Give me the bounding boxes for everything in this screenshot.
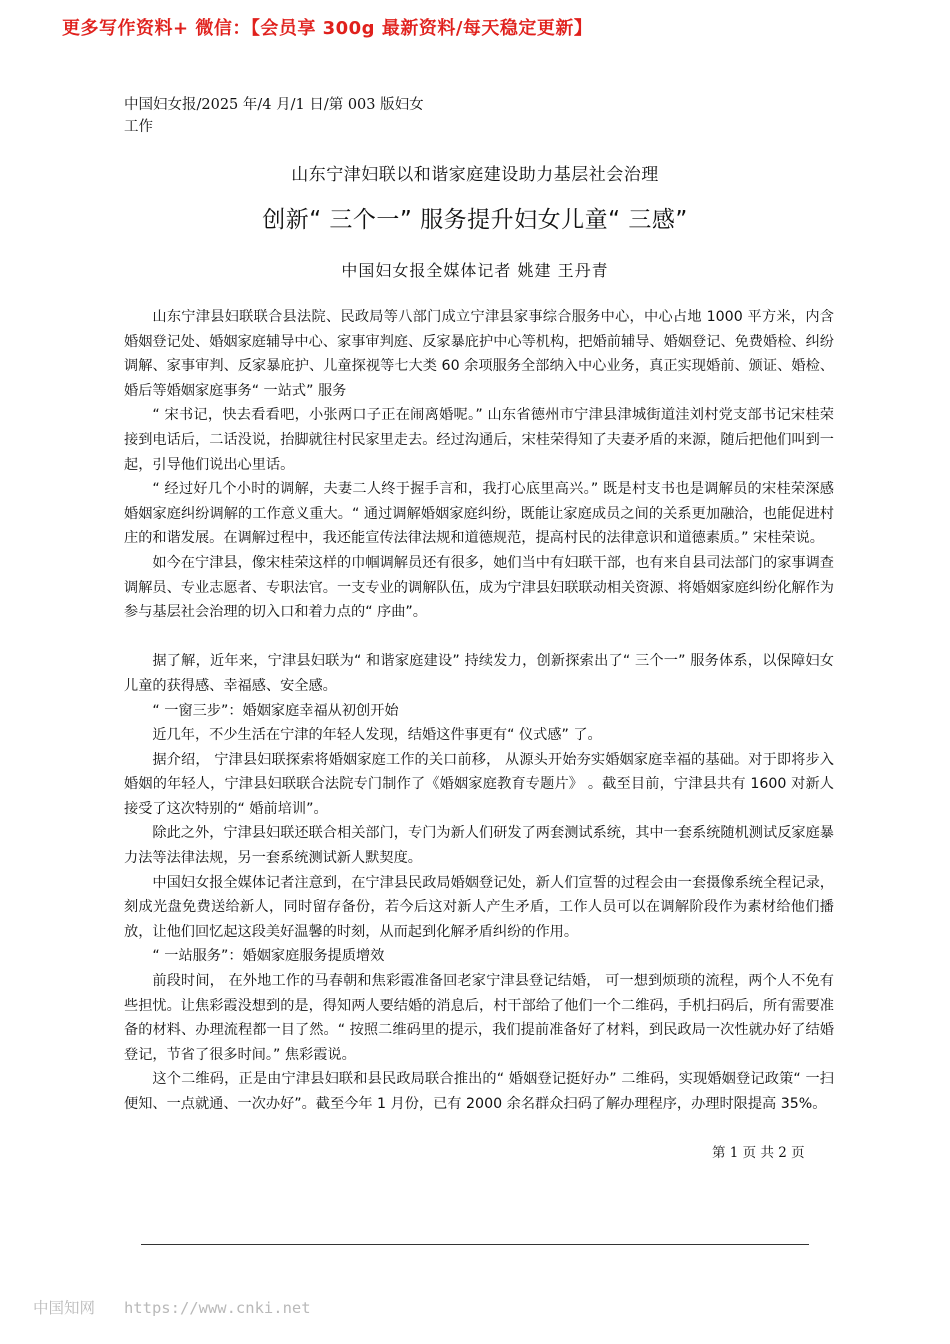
- article-headline: 创新“ 三个一” 服务提升妇女儿童“ 三感”: [262, 207, 688, 233]
- paragraph: 如今在宁津县，像宋桂荣这样的巾帼调解员还有很多，她们当中有妇联干部，也有来自县司法部门的家事调查调解员、专业志愿者、专职法官。一支专业的调解队伍，成为宁津县妇联联动相关资源、将婚姻家庭纠纷化解作为参与基层社会治理的切入口和着力点的“ 序曲”。: [124, 554, 834, 621]
- paragraph: 近几年，不少生活在宁津的年轻人发现，结婚这件事更有“ 仪式感” 了。: [152, 727, 602, 744]
- article-body: [124, 305, 834, 1117]
- paragraph: 前段时间， 在外地工作的马春朝和焦彩霞准备回老家宁津县登记结婚， 可一想到烦琐的流程，两个人不免有些担忧。让焦彩霞没想到的是，得知两人要结婚的消息后，村干部给了他们一个二维码，手机扫码后，所有需要准备的材料、办理流程都一目了然。“ 按照二维码里的提示，我们提前准备好了材料，到民政局一次性就办好了结婚登记，节省了很多时间。” 焦彩霞说。: [124, 973, 834, 1063]
- page-number: 第 1 页 共 2 页: [712, 1145, 805, 1161]
- promo-banner: 更多写作资料+ 微信：【会员享 300g 最新资料/每天稳定更新】: [62, 18, 593, 39]
- paragraph: “ 经过好几个小时的调解，夫妻二人终于握手言和，我打心底里高兴。” 既是村支书也是调解员的宋桂荣深感婚姻家庭纠纷调解的工作意义重大。“ 通过调解婚姻家庭纠纷，既能让家庭成员之间的关系更加融洽，也能促进村庄的和谐发展。在调解过程中，我还能宣传法律法规和道德规范，提高村民的法律意识和道德素质。” 宋桂荣说。: [124, 481, 834, 547]
- paragraph: 据介绍， 宁津县妇联探索将婚姻家庭工作的关口前移， 从源头开始夯实婚姻家庭幸福的基础。对于即将步入婚姻的年轻人，宁津县妇联联合法院专门制作了《婚姻家庭教育专题片》 。截至目前，宁津县共有 1600 对新人接受了这次特别的“ 婚前培训”。: [124, 751, 834, 817]
- paragraph: 据了解，近年来，宁津县妇联为“ 和谐家庭建设” 持续发力，创新探索出了“ 三个一” 服务体系，以保障妇女儿童的获得感、幸福感、安全感。: [124, 653, 834, 694]
- article-subtitle: 山东宁津妇联以和谐家庭建设助力基层社会治理: [291, 165, 659, 185]
- watermark-url: https://www.cnki.net: [123, 1299, 311, 1317]
- article-byline: 中国妇女报全媒体记者 姚建 王丹青: [341, 261, 609, 280]
- paragraph: “ 宋书记，快去看看吧，小张两口子正在闹离婚呢。” 山东省德州市宁津县津城街道洼刘村党支部书记宋桂荣接到电话后，二话没说，抬脚就往村民家里走去。经过沟通后，宋桂荣得知了夫妻矛盾的来源，随后把他们叫到一起，引导他们说出心里话。: [124, 407, 834, 473]
- footer-divider: [141, 1244, 809, 1245]
- source-line: 中国妇女报/2025 年/4 月/1 日/第 003 版妇女工作: [124, 97, 424, 135]
- cnki-watermark: [33, 1296, 311, 1318]
- paragraph: 中国妇女报全媒体记者注意到，在宁津县民政局婚姻登记处，新人们宣誓的过程会由一套摄像系统全程记录，刻成光盘免费送给新人，同时留存备份，若今后这对新人产生矛盾，工作人员可以在调解阶段作为素材给他们播放，让他们回忆起这段美好温馨的时刻，从而起到化解矛盾纠纷的作用。: [124, 874, 834, 940]
- paragraph: 除此之外，宁津县妇联还联合相关部门，专门为新人们研发了两套测试系统，其中一套系统随机测试反家庭暴力法等法律法规，另一套系统测试新人默契度。: [124, 825, 834, 867]
- paragraph: 这个二维码，正是由宁津县妇联和县民政局联合推出的“ 婚姻登记挺好办” 二维码，实现婚姻登记政策“ 一扫便知、一点就通、一次办好”。截至今年 1 月份，已有 2000 余名群众扫码了解办理程序，办理时限提高 35%。: [124, 1071, 834, 1112]
- watermark-site-name: 中国知网: [33, 1299, 96, 1317]
- section-heading: “ 一窗三步”：婚姻家庭幸福从初创开始: [152, 702, 399, 719]
- paragraph: 山东宁津县妇联联合县法院、民政局等八部门成立宁津县家事综合服务中心，中心占地 1000 平方米，内含婚姻登记处、婚姻家庭辅导中心、家事审判庭、反家暴庇护中心等机构，把婚前辅导、婚姻登记、免费婚检、纠纷调解、家事审判、反家暴庇护、儿童探视等七大类 60 余项服务全部纳入中心业务，真正实现婚前、颁证、婚检、婚后等婚姻家庭事务“ 一站式” 服务: [124, 309, 834, 399]
- section-heading: “ 一站服务”：婚姻家庭服务提质增效: [152, 948, 385, 965]
